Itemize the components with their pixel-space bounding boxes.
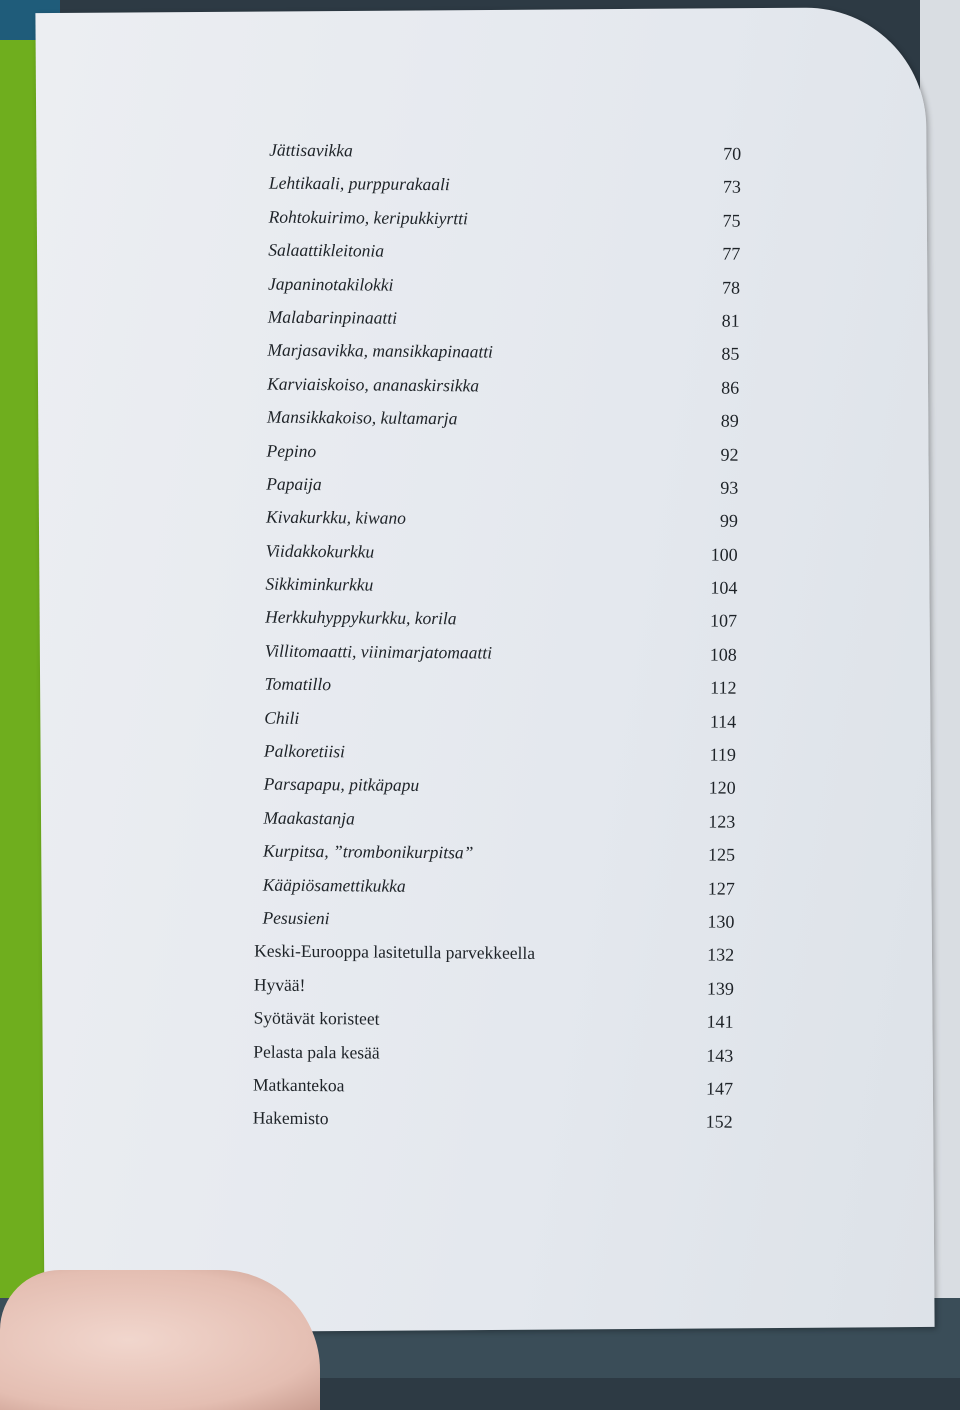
toc-entry-page: 147 — [705, 1078, 734, 1099]
toc-entry — [259, 340, 739, 378]
toc-entry-title: Hakemisto — [252, 1107, 329, 1129]
toc-entry-title: Hyvää! — [253, 974, 306, 995]
toc-entry-page: 127 — [707, 878, 735, 899]
toc-entry-title: Papaija — [266, 473, 322, 494]
toc-entry — [257, 607, 737, 645]
toc-entry-page: 75 — [722, 210, 741, 231]
toc-entry-title: Maakastanja — [263, 807, 355, 829]
toc-entry-title: Pepino — [266, 440, 317, 461]
toc-entry — [253, 1008, 733, 1046]
toc-entry — [256, 741, 736, 779]
toc-entry — [259, 373, 739, 411]
toc-entry — [260, 240, 740, 278]
toc-entry — [255, 807, 735, 845]
toc-entry — [253, 1041, 733, 1079]
toc-entry — [260, 273, 740, 311]
toc-entry — [257, 640, 737, 678]
toc-entry-title: Japaninotakilokki — [267, 273, 394, 295]
toc-entry-page: 139 — [706, 978, 734, 999]
toc-entry-title: Mansikkakoiso, kultamarja — [266, 406, 458, 429]
toc-entry — [253, 1074, 733, 1112]
toc-entry-page: 81 — [721, 310, 740, 331]
toc-entry — [254, 908, 734, 946]
toc-entry-page: 92 — [720, 444, 739, 465]
toc-entry — [258, 507, 738, 545]
toc-entry-title: Chili — [264, 707, 300, 728]
toc-entry-page: 130 — [707, 911, 735, 932]
toc-entry-page: 112 — [710, 677, 737, 698]
table-of-contents — [253, 140, 742, 1146]
toc-entry-page: 119 — [709, 744, 737, 765]
toc-entry — [254, 941, 734, 979]
toc-entry-title: Palkoretiisi — [263, 740, 346, 762]
toc-entry — [260, 206, 740, 244]
toc-entry-page: 141 — [706, 1011, 734, 1032]
toc-entry-page: 99 — [719, 510, 739, 532]
toc-entry-title: Salaattikleitonia — [268, 239, 385, 261]
toc-entry-page: 85 — [721, 343, 740, 365]
toc-entry-page: 108 — [709, 644, 737, 665]
toc-entry-page: 78 — [721, 277, 741, 298]
toc-entry-page: 77 — [722, 243, 741, 264]
toc-entry-title: Kivakurkku, kiwano — [265, 506, 407, 529]
toc-entry — [255, 841, 735, 879]
toc-entry — [260, 306, 740, 344]
toc-entry — [253, 1108, 733, 1146]
toc-entry-page: 143 — [706, 1045, 734, 1066]
toc-entry — [255, 774, 735, 812]
toc-entry-title: Malabarinpinaatti — [267, 306, 398, 328]
toc-entry-page: 104 — [710, 577, 738, 598]
toc-entry — [258, 540, 738, 578]
toc-entry-title: Pesusieni — [262, 907, 330, 929]
toc-entry — [257, 574, 737, 612]
toc-entry — [258, 473, 738, 511]
toc-entry-title: Kääpiösamettikukka — [262, 874, 406, 896]
toc-entry-title: Herkkuhyppykurkku, korila — [265, 607, 457, 629]
toc-entry-title: Keski-Eurooppa lasitetulla parvekkeella — [254, 940, 536, 964]
toc-entry — [255, 874, 735, 912]
toc-entry-page: 114 — [709, 711, 737, 732]
toc-entry-title: Jättisavikka — [269, 139, 353, 161]
toc-entry-title: Sikkiminkurkku — [265, 573, 374, 595]
toc-entry-title: Kurpitsa, ”trombonikurpitsa” — [262, 840, 474, 863]
toc-entry-page: 125 — [707, 844, 736, 865]
toc-entry-page: 86 — [721, 377, 740, 398]
toc-entry-title: Marjasavikka, mansikkapinaatti — [267, 339, 494, 362]
toc-entry — [256, 707, 736, 745]
toc-entry — [258, 440, 738, 478]
finger — [0, 1270, 320, 1410]
toc-entry-title: Parsapapu, pitkäpapu — [263, 774, 420, 796]
toc-entry — [256, 674, 736, 712]
toc-entry-page: 123 — [708, 811, 736, 832]
toc-entry-page: 100 — [710, 544, 738, 565]
toc-entry-page: 132 — [707, 944, 735, 966]
toc-entry-page: 73 — [722, 176, 741, 198]
toc-entry — [261, 140, 741, 178]
toc-entry-title: Lehtikaali, purppurakaali — [268, 173, 450, 195]
toc-entry-page: 152 — [705, 1111, 733, 1133]
toc-entry-page: 89 — [720, 410, 739, 431]
toc-entry-title: Tomatillo — [264, 673, 332, 695]
toc-entry-title: Karviaiskoiso, ananaskirsikka — [267, 373, 480, 396]
toc-entry — [259, 407, 739, 445]
toc-entry — [261, 173, 741, 211]
toc-entry-page: 93 — [720, 477, 739, 498]
toc-entry-title: Viidakkokurkku — [265, 540, 375, 562]
toc-entry-page: 70 — [723, 143, 742, 164]
toc-entry-title: Syötävät koristeet — [253, 1007, 380, 1029]
toc-entry-title: Pelasta pala kesää — [253, 1041, 380, 1063]
toc-entry — [254, 974, 734, 1012]
book-page — [35, 7, 934, 1333]
toc-entry-title: Matkantekoa — [252, 1074, 345, 1096]
toc-entry-page: 107 — [710, 610, 738, 632]
toc-entry-page: 120 — [708, 777, 736, 799]
toc-entry-title: Rohtokuirimo, keripukkiyrtti — [268, 206, 468, 229]
toc-entry-title: Villitomaatti, viinimarjatomaatti — [264, 640, 493, 663]
